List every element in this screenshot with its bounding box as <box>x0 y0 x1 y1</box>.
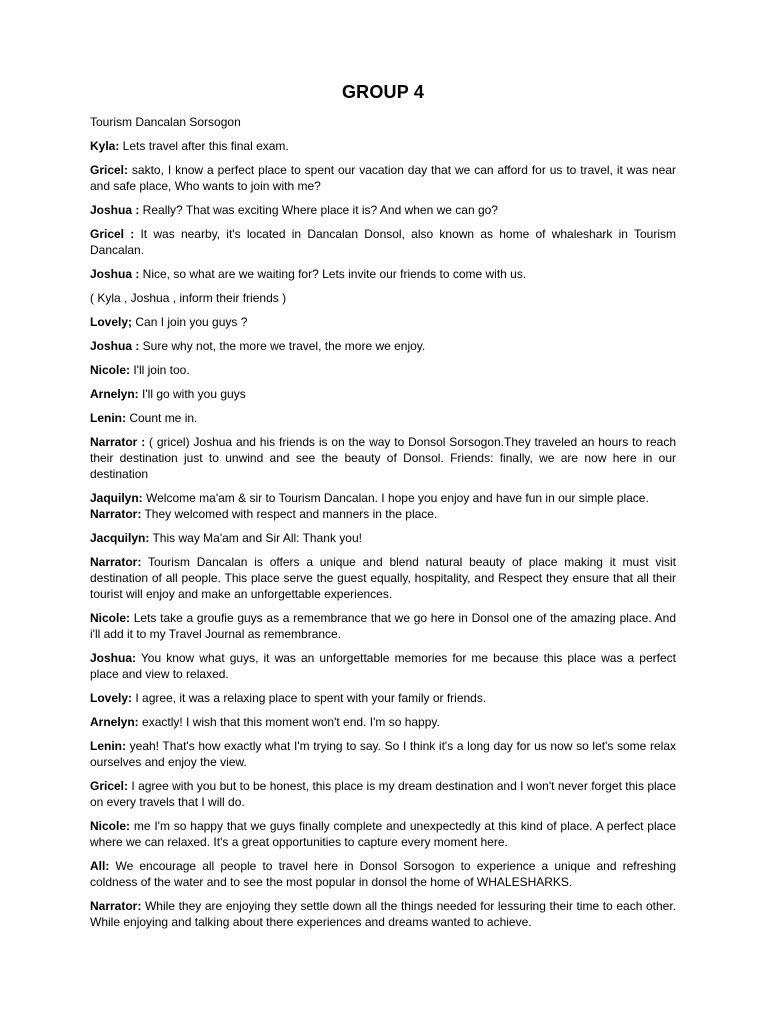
dialogue-line <box>90 434 676 482</box>
dialogue-list <box>90 138 676 930</box>
dialogue-text: Lets take a groufie guys as a remembrance that we go here in Donsol one of the amazing place. And i'll add it to my Travel Journal as remembrance. <box>90 611 676 641</box>
dialogue-text: Count me in. <box>126 411 198 425</box>
dialogue-line <box>90 386 676 402</box>
dialogue-line <box>90 410 676 426</box>
dialogue-text: Nice, so what are we waiting for? Lets invite our friends to come with us. <box>139 267 527 281</box>
dialogue-text: You know what guys, it was an unforgettable memories for me because this place was a perfect place and view to relaxed. <box>90 651 676 681</box>
dialogue-line <box>90 858 676 890</box>
dialogue-line <box>90 898 676 930</box>
dialogue-line <box>90 266 676 282</box>
dialogue-text: We encourage all people to travel here in Donsol Sorsogon to experience a unique and refreshing coldness of the water and to see the most popular in donsol the home of WHALESHARKS. <box>90 859 676 889</box>
speaker-name: Gricel: <box>90 163 129 177</box>
speaker-name: Narrator: <box>90 507 142 521</box>
dialogue-text: Sure why not, the more we travel, the more we enjoy. <box>139 339 426 353</box>
speaker-name: Joshua : <box>90 203 140 217</box>
dialogue-text: ( Kyla , Joshua , inform their friends ) <box>90 291 287 305</box>
speaker-name: Gricel: <box>90 779 129 793</box>
speaker-name: Arnelyn: <box>90 715 139 729</box>
dialogue-line <box>90 338 676 354</box>
dialogue-text: I'll join too. <box>130 363 190 377</box>
dialogue-line <box>90 818 676 850</box>
dialogue-line <box>90 530 676 546</box>
speaker-name: Lenin: <box>90 739 126 753</box>
speaker-name: Narrator: <box>90 899 142 913</box>
speaker-name: Arnelyn: <box>90 387 139 401</box>
dialogue-line <box>90 554 676 602</box>
dialogue-text: Can I join you guys ? <box>132 315 248 329</box>
speaker-name: Nicole: <box>90 611 131 625</box>
dialogue-text: I agree with you but to be honest, this place is my dream destination and I won't never forget this place on every travels that I will do. <box>90 779 676 809</box>
dialogue-line <box>90 490 676 506</box>
speaker-name: Nicole: <box>90 363 131 377</box>
dialogue-text: Welcome ma'am & sir to Tourism Dancalan. I hope you enjoy and have fun in our simple place. <box>142 491 649 505</box>
dialogue-text: Really? That was exciting Where place it is? And when we can go? <box>139 203 498 217</box>
speaker-name: Lenin: <box>90 411 126 425</box>
dialogue-text: ( gricel) Joshua and his friends is on the way to Donsol Sorsogon.They traveled an hours to reach their destination just to unwind and see the beauty of Donsol. Friends: finally, we are now here in our destination <box>90 435 676 481</box>
dialogue-text: sakto, I know a perfect place to spent our vacation day that we can afford for us to travel, it was near and safe place, Who wants to join with me? <box>90 163 676 193</box>
dialogue-text: It was nearby, it's located in Dancalan Donsol, also known as home of whaleshark in Tourism Dancalan. <box>90 227 676 257</box>
speaker-name: Lovely; <box>90 315 133 329</box>
speaker-name: Lovely: <box>90 691 133 705</box>
dialogue-line <box>90 162 676 194</box>
dialogue-text: exactly! I wish that this moment won't end. I'm so happy. <box>138 715 440 729</box>
dialogue-line <box>90 226 676 258</box>
speaker-name: Narrator: <box>90 555 142 569</box>
dialogue-text: While they are enjoying they settle down all the things needed for lessuring their time to each other. While enjoying and talking about there experiences and dreams wanted to achieve. <box>90 899 676 929</box>
dialogue-text: This way Ma'am and Sir All: Thank you! <box>149 531 362 545</box>
dialogue-line <box>90 778 676 810</box>
dialogue-line <box>90 314 676 330</box>
document-subtitle: Tourism Dancalan Sorsogon <box>90 115 241 129</box>
speaker-name: Jaquilyn: <box>90 491 143 505</box>
speaker-name: Gricel : <box>90 227 135 241</box>
speaker-name: Narrator : <box>90 435 146 449</box>
dialogue-text: Lets travel after this final exam. <box>119 139 289 153</box>
dialogue-line <box>90 714 676 730</box>
dialogue-line <box>90 650 676 682</box>
dialogue-line <box>90 202 676 218</box>
speaker-name: All: <box>90 859 110 873</box>
dialogue-text: I agree, it was a relaxing place to spent with your family or friends. <box>132 691 487 705</box>
speaker-name: Joshua: <box>90 651 137 665</box>
dialogue-text: yeah! That's how exactly what I'm trying to say. So I think it's a long day for us now so let's some relax ourselves and enjoy the view. <box>90 739 676 769</box>
dialogue-line <box>90 138 676 154</box>
dialogue-line <box>90 610 676 642</box>
speaker-name: Joshua : <box>90 267 140 281</box>
dialogue-text: Tourism Dancalan is offers a unique and blend natural beauty of place making it must visit destination of all people. This place serve the guest equally, hospitality, and Respect they ensure that all their tourist will enjoy and make an unforgettable experiences. <box>90 555 676 601</box>
dialogue-line <box>90 290 676 306</box>
dialogue-line <box>90 738 676 770</box>
document-page <box>90 82 676 938</box>
document-title: GROUP 4 <box>341 82 425 102</box>
speaker-name: Nicole: <box>90 819 131 833</box>
speaker-name: Kyla: <box>90 139 120 153</box>
dialogue-line <box>90 690 676 706</box>
dialogue-line <box>90 506 676 522</box>
dialogue-text: me I'm so happy that we guys finally complete and unexpectedly at this kind of place. A perfect place where we can relaxed. It's a great opportunities to capture every moment here. <box>90 819 676 849</box>
dialogue-line <box>90 362 676 378</box>
speaker-name: Joshua : <box>90 339 140 353</box>
dialogue-text: They welcomed with respect and manners in the place. <box>141 507 438 521</box>
speaker-name: Jacquilyn: <box>90 531 150 545</box>
dialogue-text: I'll go with you guys <box>138 387 246 401</box>
